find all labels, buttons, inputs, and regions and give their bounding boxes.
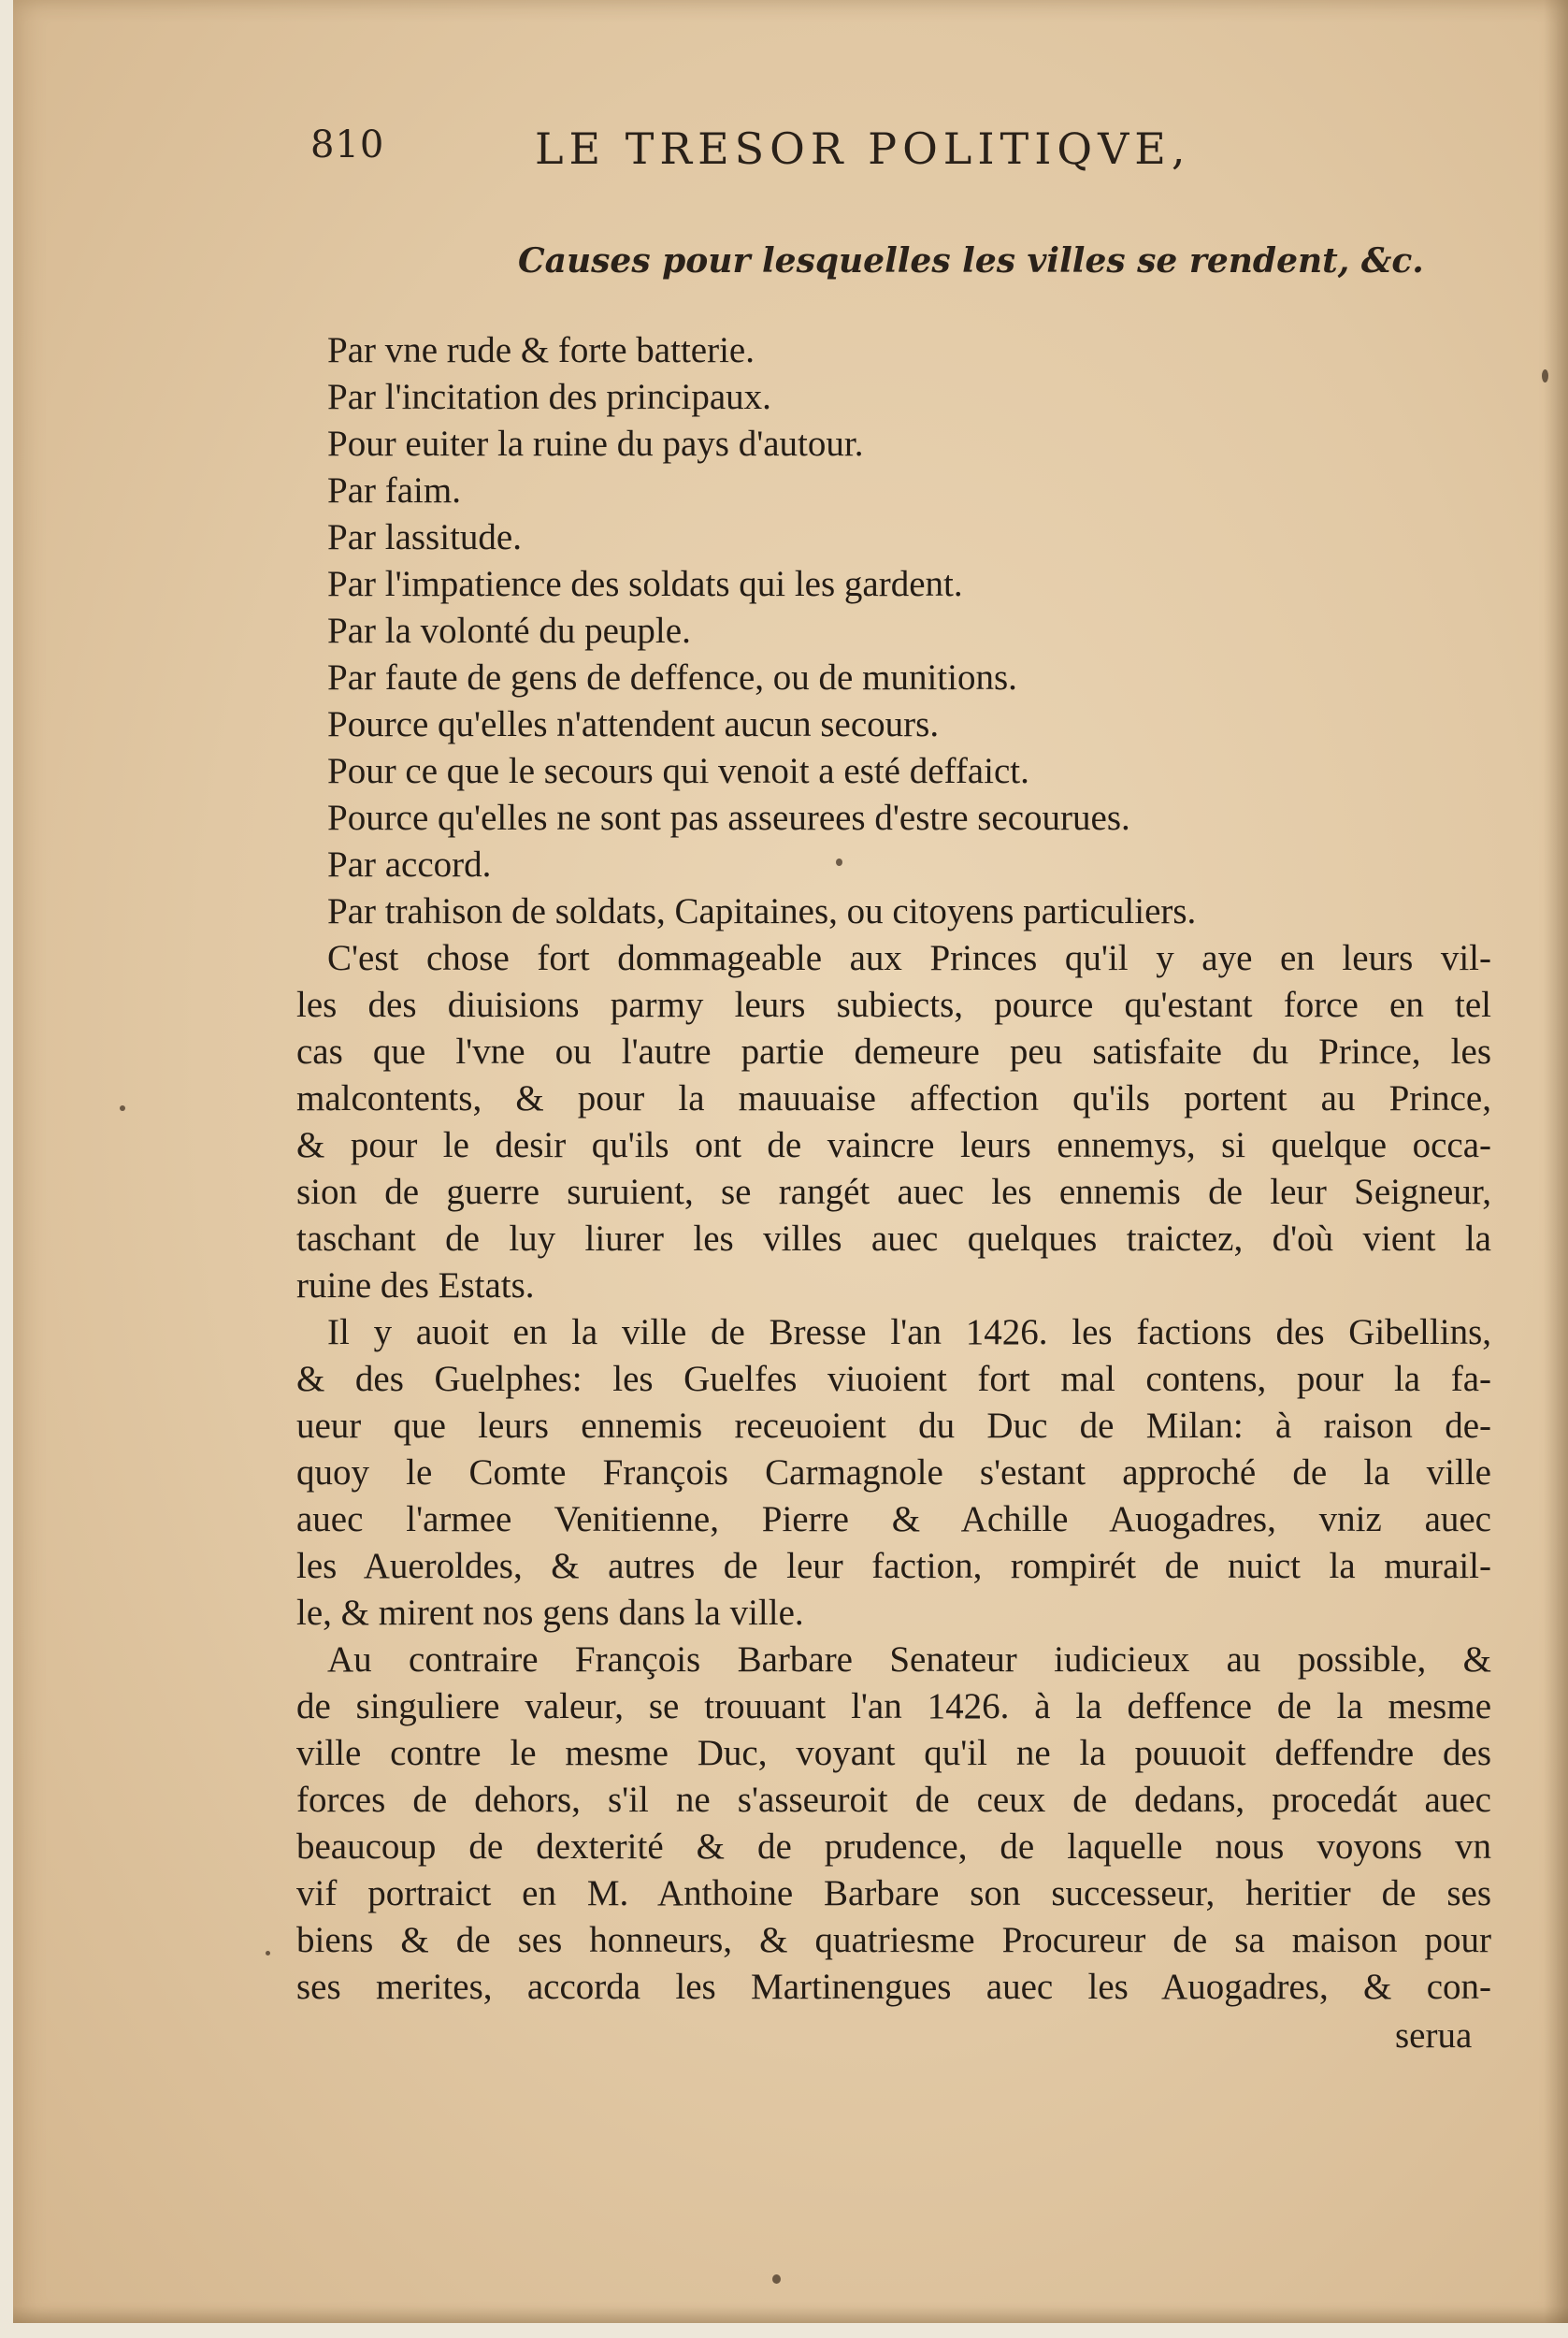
list-item: Pource qu'elles n'attendent aucun secours.: [327, 704, 940, 744]
list-item: Par la volonté du peuple.: [327, 611, 691, 651]
paragraph-line: taschant de luy liurer les villes auec quelques traictez, d'où vient la: [296, 1219, 1491, 1259]
ink-speck: [772, 2274, 781, 2284]
paragraph-divisions: [296, 935, 1491, 1309]
ink-speck: [266, 1951, 270, 1956]
list-item: Par vne rude & forte batterie.: [327, 330, 755, 370]
paragraph-line: les des diuisions parmy leurs subiects, pource qu'estant force en tel: [296, 985, 1491, 1025]
paragraph-line: C'est chose fort dommageable aux Princes qu'il y aye en leurs vil-: [327, 938, 1491, 978]
list-item: Pour euiter la ruine du pays d'autour.: [327, 424, 864, 464]
paragraph-bresse: [296, 1309, 1491, 1637]
catchword: serua: [1395, 2015, 1473, 2056]
paragraph-line: quoy le Comte François Carmagnole s'estant approché de la ville: [296, 1452, 1491, 1493]
list-item: Par faute de gens de deffence, ou de munitions.: [327, 657, 1017, 698]
list-item: Pour ce que le secours qui venoit a esté deffaict.: [327, 751, 1029, 791]
ink-speck: [1542, 369, 1548, 382]
list-item: Par faim.: [327, 470, 461, 511]
list-item: Pource qu'elles ne sont pas asseurees d'estre secourues.: [327, 798, 1130, 838]
paragraph-line: & des Guelphes: les Guelfes viuoient fort mal contens, pour la fa-: [296, 1359, 1491, 1399]
paragraph-line: les Aueroldes, & autres de leur faction, rompirét de nuict la murail-: [296, 1546, 1491, 1586]
list-item: Par l'incitation des principaux.: [327, 377, 771, 417]
paragraph-line: beaucoup de dexterité & de prudence, de laquelle nous voyons vn: [296, 1826, 1491, 1867]
paragraph-line: ruine des Estats.: [296, 1265, 535, 1306]
paragraph-barbare: [296, 1637, 1491, 2011]
paragraph-line: forces de dehors, s'il ne s'asseuroit de ceux de dedans, procedát auec: [296, 1780, 1491, 1820]
list-item: Par trahison de soldats, Capitaines, ou citoyens particuliers.: [327, 891, 1197, 931]
main-text: [296, 327, 1491, 2011]
ink-speck: [120, 1105, 125, 1111]
list-item: Par lassitude.: [327, 517, 522, 557]
book-title: LE TRESOR POLITIQVE,: [535, 123, 1191, 174]
paragraph-line: biens & de ses honneurs, & quatriesme Procureur de sa maison pour: [296, 1920, 1491, 1960]
paragraph-line: de singuliere valeur, se trouuant l'an 1426. à la deffence de la mesme: [296, 1686, 1491, 1726]
paragraph-line: le, & mirent nos gens dans la ville.: [296, 1593, 804, 1633]
section-heading: Causes pour lesquelles les villes se rendent, &c.: [518, 241, 1424, 281]
paragraph-line: sion de guerre suruient, se rangét auec les ennemis de leur Seigneur,: [296, 1172, 1491, 1212]
paragraph-line: cas que l'vne ou l'autre partie demeure peu satisfaite du Prince, les: [296, 1032, 1491, 1072]
causes-list: [327, 327, 1491, 935]
paragraph-line: ses merites, accorda les Martinengues auec les Auogadres, & con-: [296, 1967, 1491, 2007]
list-item: Par accord.: [327, 844, 492, 885]
page-edge-shadow: [1544, 0, 1568, 2323]
running-head: [310, 123, 1358, 180]
paragraph-line: auec l'armee Venitienne, Pierre & Achille Auogadres, vniz auec: [296, 1499, 1491, 1539]
page-bottom-shadow: [13, 2306, 1568, 2323]
list-item: Par l'impatience des soldats qui les gardent.: [327, 564, 963, 604]
paragraph-line: vif portraict en M. Anthoine Barbare son successeur, heritier de ses: [296, 1873, 1491, 1913]
paragraph-line: Il y auoit en la ville de Bresse l'an 1426. les factions des Gibellins,: [327, 1312, 1491, 1352]
paragraph-line: ueur que leurs ennemis receuoient du Duc de Milan: à raison de-: [296, 1406, 1491, 1446]
paragraph-line: Au contraire François Barbare Senateur iudicieux au possible, &: [327, 1639, 1491, 1680]
book-page: [13, 0, 1568, 2323]
paragraph-line: & pour le desir qu'ils ont de vaincre leurs ennemys, si quelque occa-: [296, 1125, 1491, 1165]
page-number: 810: [310, 123, 385, 166]
paragraph-line: malcontents, & pour la mauuaise affection qu'ils portent au Prince,: [296, 1078, 1491, 1118]
paragraph-line: ville contre le mesme Duc, voyant qu'il ne la pouuoit deffendre des: [296, 1733, 1491, 1773]
